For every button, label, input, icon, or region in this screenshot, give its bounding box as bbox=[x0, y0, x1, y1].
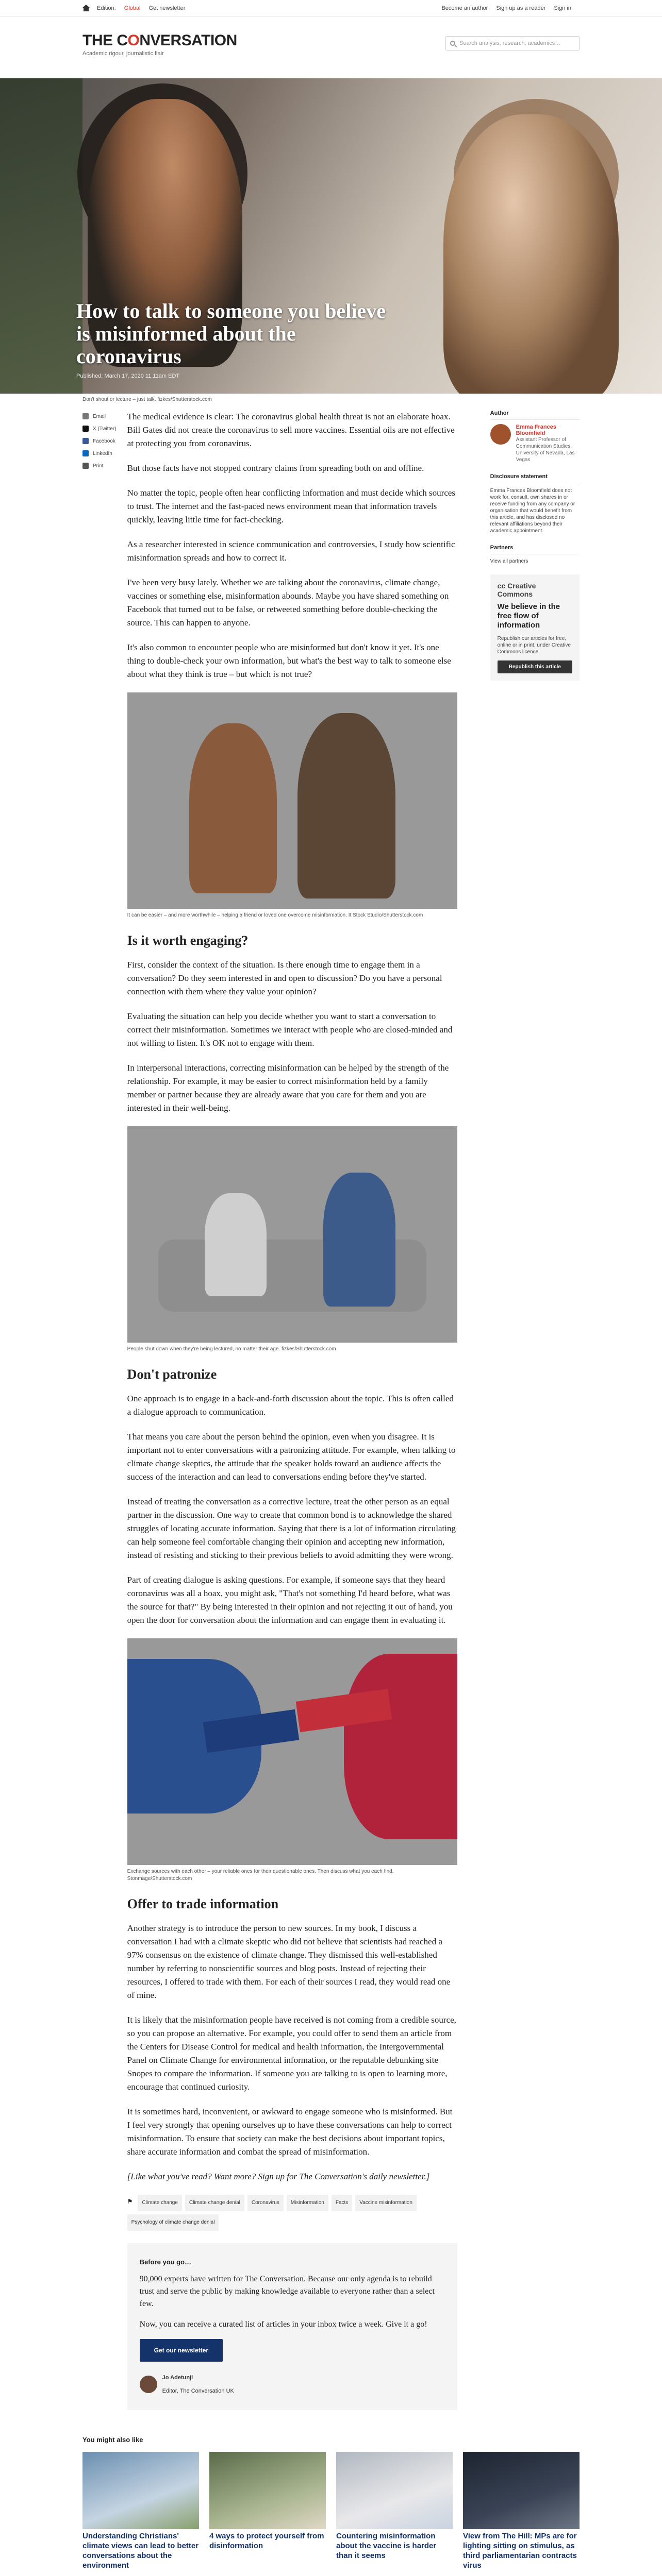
get-newsletter-link[interactable]: Get newsletter bbox=[148, 5, 186, 11]
paragraph: Now, you can receive a curated list of articles in your inbox twice a week. Give it a go! bbox=[139, 2320, 427, 2329]
figure-friends bbox=[127, 692, 457, 922]
related-heading: You might also like bbox=[82, 2436, 143, 2444]
edition-label: Edition: bbox=[97, 5, 116, 11]
figure-image[interactable] bbox=[127, 1638, 457, 1865]
paragraph: Evaluating the situation can help you decide whether you want to start a conversation to correct their misinformation. Sometimes we interact with people who are closed-minded and not willing to listen. It's OK not to engage with them. bbox=[127, 1011, 453, 1048]
tag-list bbox=[127, 2195, 457, 2231]
paragraph: One approach is to engage in a back-and-forth discussion about the topic. This is often called a dialogue approach to communication. bbox=[127, 1394, 454, 1417]
disclosure-text: Emma Frances Bloomfield does not work for, consult, own shares in or receive funding from any company or organisation that would benefit from this article, and has disclosed no relevant affiliations beyond their academic appointment. bbox=[490, 488, 575, 534]
author-role: Assistant Professor of Communication Studies, University of Nevada, Las Vegas bbox=[516, 437, 575, 463]
section-heading: Don't patronize bbox=[127, 1367, 217, 1382]
before-you-go-box bbox=[127, 2243, 457, 2410]
sign-up-link[interactable]: Sign up as a reader bbox=[496, 5, 546, 11]
search-input[interactable] bbox=[445, 36, 580, 50]
related-image bbox=[82, 2452, 199, 2529]
signer-name: Jo Adetunji bbox=[162, 2375, 193, 2381]
creative-commons-logo: cc Creative Commons bbox=[497, 582, 536, 598]
tag[interactable]: Psychology of climate change denial bbox=[127, 2214, 219, 2231]
paragraph: I've been very busy lately. Whether we are talking about the coronavirus, climate change, vaccines or something else, misinformation abounds. Maybe you have shared something on Facebook that turned out to be false, or retweeted something before double-checking the source. This can happen to anyone. bbox=[127, 578, 449, 628]
site-header bbox=[0, 16, 662, 78]
paragraph: In interpersonal interactions, correcting misinformation can be helped by the strength of the relationship. For example, it may be easier to correct misinformation held by a family member or partner because they are already aware that you care for them and you are interested in their well-being. bbox=[127, 1063, 449, 1113]
search-placeholder: Search analysis, research, academics… bbox=[459, 40, 561, 46]
tag[interactable]: Coronavirus bbox=[247, 2195, 284, 2211]
related-articles bbox=[0, 2436, 662, 2570]
avatar bbox=[490, 424, 511, 445]
view-partners-link[interactable]: View all partners bbox=[490, 558, 528, 564]
share-twitter[interactable]: X (Twitter) bbox=[82, 426, 127, 432]
become-author-link[interactable]: Become an author bbox=[441, 5, 488, 11]
signer bbox=[140, 2371, 445, 2398]
hero-caption: Don't shout or lecture – just talk. fizkes/Shutterstock.com bbox=[82, 397, 212, 402]
paragraph: But those facts have not stopped contrary claims from spreading both on and offline. bbox=[127, 463, 424, 473]
paragraph: First, consider the context of the situation. Is there enough time to engage them in a conversation? Do they seem interested in and open to discussion? Do you have a personal connection with them where they value your opinion? bbox=[127, 960, 442, 996]
share-linkedin[interactable]: LinkedIn bbox=[82, 450, 127, 456]
edition-select[interactable]: Global bbox=[124, 5, 141, 11]
paragraph: Instead of treating the conversation as a corrective lecture, treat the other person as an equal partner in the discussion. One way to create that common bond is to acknowledge the shared struggles of locating accurate information. Saying that there is a lot of information circulating can help someone feel comfortable changing their opinion and accepting new information, instead of resisting and sticking to their previous beliefs to avoid admitting they were wrong. bbox=[127, 1497, 456, 1560]
get-newsletter-button[interactable]: Get our newsletter bbox=[140, 2339, 223, 2362]
author-name[interactable]: Emma Frances Bloomfield bbox=[516, 424, 556, 436]
paragraph: It is likely that the misinformation people have received is not coming from a credible source, so you can propose an alternative. For example, you could offer to send them an article from the Centers for Disease Control for medical and health information, the Intergovernmental Panel on Climate Change for environmental information, or the reputable debunking site Snopes to compare the information. If someone you are talking to is open to learning more, encourage that continued curiosity. bbox=[127, 2015, 456, 2092]
section-heading: Is it worth engaging? bbox=[127, 933, 249, 948]
article-title: How to talk to someone you believe is misinformed about the coronavirus bbox=[76, 299, 386, 368]
sign-in-link[interactable]: Sign in bbox=[554, 5, 571, 11]
paragraph: Part of creating dialogue is asking questions. For example, if someone says that they heard coronavirus was all a hoax, you might ask, "That's not something I'd heard before, what was the source for that?" By being interested in their opinion and not rejecting it out of hand, you open the door for conversation about the information and can engage them in evaluating it. bbox=[127, 1575, 453, 1625]
paragraph: It's also common to encounter people who are misinformed but don't know it yet. It's one thing to double-check your own information, but what's the best way to talk to someone else about what they think is true – but which is not true? bbox=[127, 642, 451, 679]
figure-lecture bbox=[127, 1126, 457, 1356]
figure-caption: People shut down when they're being lectured, no matter their age. fizkes/Shutterstock.com bbox=[127, 1346, 336, 1352]
email-icon bbox=[82, 413, 89, 419]
figure-caption: Exchange sources with each other – your reliable ones for their questionable ones. Then discuss what you each find. Stonmage/Shutterstock.com bbox=[127, 1869, 394, 1882]
paragraph: It is sometimes hard, inconvenient, or awkward to engage someone who is misinformed. But I feel very strongly that opening ourselves up to have these conversations can help to correct misinformation. To ensure that society can make the best decisions about important topics, share accurate information and combat the spread of misinformation. bbox=[127, 2107, 453, 2157]
related-card[interactable] bbox=[336, 2452, 453, 2570]
paragraph: No matter the topic, people often hear conflicting information and must decide which sources to trust. The internet and the fast-paced news environment mean that information travels quickly, leaving little time for fact-checking. bbox=[127, 488, 456, 524]
figure-caption: It can be easier – and more worthwhile – helping a friend or loved one overcome misinformation. It Stock Studio/Shutterstock.com bbox=[127, 912, 423, 918]
article-layout bbox=[0, 405, 662, 2431]
site-logo[interactable]: THE CONVERSATION bbox=[82, 32, 237, 49]
top-utility-bar bbox=[0, 0, 662, 16]
before-title: Before you go… bbox=[139, 2258, 192, 2266]
related-cards bbox=[82, 2452, 580, 2570]
tag-icon: ⚑ bbox=[127, 2198, 133, 2205]
tag[interactable]: Facts bbox=[332, 2195, 352, 2211]
tag[interactable]: Climate change bbox=[138, 2195, 181, 2211]
related-image bbox=[209, 2452, 326, 2529]
photo-person bbox=[323, 1173, 395, 1307]
x-icon bbox=[82, 426, 89, 432]
avatar bbox=[140, 2376, 157, 2393]
republish-box bbox=[490, 574, 580, 681]
paragraph: Another strategy is to introduce the person to new sources. In my book, I discuss a conversation I had with a climate skeptic who did not believe that scientists had reached a 97% consensus on the existence of climate change. They dismissed this well-established number by referring to nonscientific sources and blog posts. Instead of rejecting their resources, I offered to trade with them. For each of their sources I read, they would read one of mine. bbox=[127, 1923, 451, 2000]
section-heading: Offer to trade information bbox=[127, 1896, 279, 1911]
publish-date: Published: March 17, 2020 11.11am EDT bbox=[76, 373, 180, 379]
republish-desc: Republish our articles for free, online or in print, under Creative Commons licence. bbox=[497, 636, 571, 655]
share-email[interactable]: Email bbox=[82, 413, 127, 419]
related-title[interactable]: Understanding Christians' climate views can lead to better conversations about the environment bbox=[82, 2528, 199, 2570]
paragraph: 90,000 experts have written for The Conversation. Because our only agenda is to rebuild trust and serve the public by making knowledge available to everyone rather than a select few. bbox=[139, 2275, 435, 2308]
paragraph: The medical evidence is clear: The coronavirus global health threat is not an elaborate hoax. Bill Gates did not create the coronavirus to sell more vaccines. Essential oils are not effective at protecting you from coronavirus. bbox=[127, 412, 455, 448]
related-card[interactable] bbox=[209, 2452, 326, 2570]
hero-title-box bbox=[76, 300, 386, 379]
republish-button[interactable]: Republish this article bbox=[498, 660, 572, 673]
search-icon bbox=[450, 41, 455, 46]
related-image bbox=[463, 2452, 580, 2529]
figure-image[interactable] bbox=[127, 1126, 457, 1343]
hero-person-right bbox=[443, 114, 619, 394]
article-body bbox=[127, 405, 457, 2431]
photo-arm-right bbox=[344, 1654, 457, 1839]
paragraph: That means you care about the person behind the opinion, even when you disagree. It is important not to enter conversations with a patronizing attitude. For example, when talking to climate change skeptics, the attitude that the speaker holds toward an audience affects the success of the interaction and can lead to conversations ending before they've started. bbox=[127, 1432, 456, 1482]
author-heading: Author bbox=[490, 410, 580, 420]
share-print[interactable]: Print bbox=[82, 463, 127, 469]
related-title[interactable]: View from The Hill: MPs are for lighting sitting on stimulus, as third parliamentarian contracts virus bbox=[463, 2528, 580, 2570]
share-facebook[interactable]: Facebook bbox=[82, 438, 127, 444]
photo-person bbox=[189, 723, 277, 893]
photo-person bbox=[297, 713, 395, 899]
paragraph: As a researcher interested in science communication and controversies, I study how scientific misinformation spreads and how to correct it. bbox=[127, 539, 455, 563]
signer-role: Editor, The Conversation UK bbox=[162, 2388, 234, 2394]
print-icon bbox=[82, 463, 89, 469]
figure-books bbox=[127, 1638, 457, 1886]
linkedin-icon bbox=[82, 450, 89, 456]
related-card[interactable] bbox=[82, 2452, 199, 2570]
related-title[interactable]: 4 ways to protect yourself from disinformation bbox=[209, 2528, 326, 2551]
facebook-icon bbox=[82, 438, 89, 444]
tagline: Academic rigour, journalistic flair bbox=[82, 50, 164, 57]
partners-heading: Partners bbox=[490, 545, 580, 554]
related-title[interactable]: Countering misinformation about the vaccine is harder than it seems bbox=[336, 2528, 453, 2561]
disclosure-heading: Disclosure statement bbox=[490, 473, 580, 483]
newsletter-promo[interactable]: [Like what you've read? Want more? Sign up for The Conversation's daily newsletter.] bbox=[127, 2172, 430, 2181]
sidebar bbox=[490, 405, 580, 2431]
republish-title: We believe in the free flow of information bbox=[497, 602, 560, 630]
photo-person bbox=[205, 1193, 267, 1296]
related-image bbox=[336, 2452, 453, 2529]
home-icon[interactable] bbox=[82, 5, 90, 12]
hero-background bbox=[0, 78, 82, 394]
figure-image[interactable] bbox=[127, 692, 457, 909]
share-bar bbox=[82, 405, 127, 2431]
tag[interactable]: Climate change denial bbox=[185, 2195, 244, 2211]
tag[interactable]: Misinformation bbox=[287, 2195, 328, 2211]
author-card[interactable] bbox=[490, 424, 580, 463]
related-card[interactable] bbox=[463, 2452, 580, 2570]
hero-image bbox=[0, 78, 662, 394]
tag[interactable]: Vaccine misinformation bbox=[355, 2195, 417, 2211]
